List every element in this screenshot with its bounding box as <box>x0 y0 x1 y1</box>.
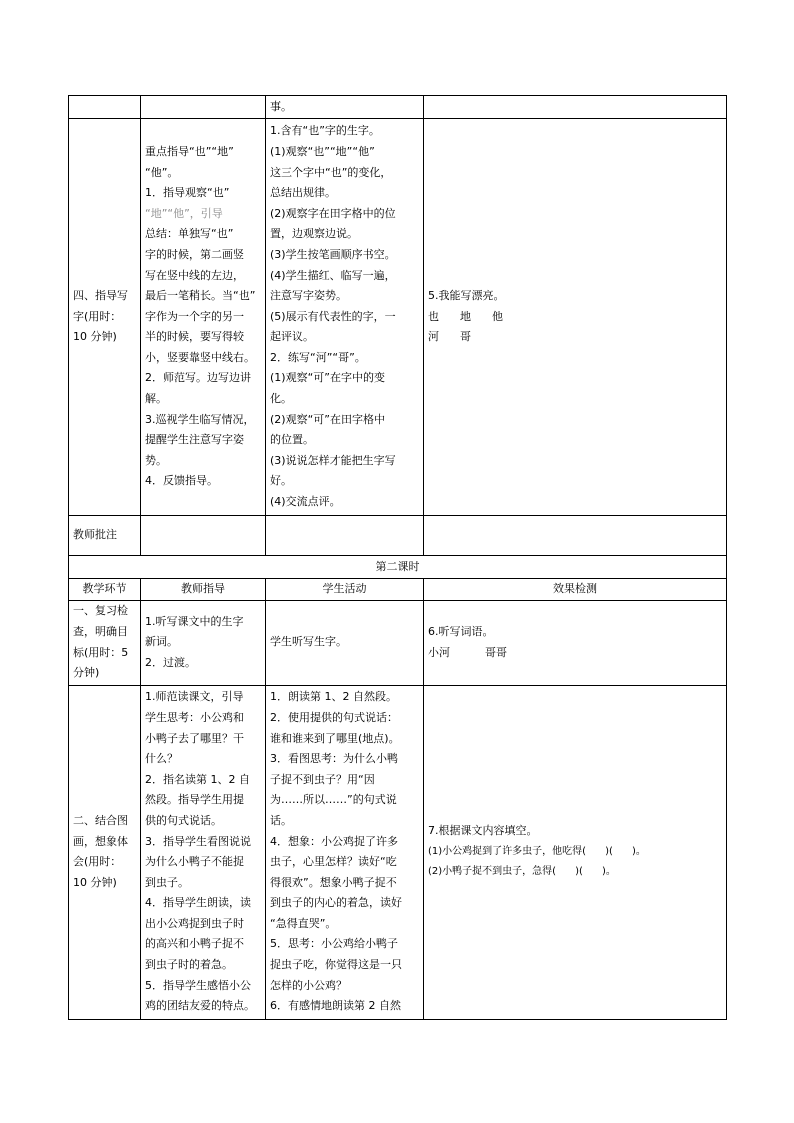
activity-line: (4)交流点评。 <box>270 495 341 509</box>
activity-line: (3)学生按笔画顺序书空。 <box>270 247 396 261</box>
cell <box>424 96 727 119</box>
stage-text: 标(用时：5 <box>73 645 129 659</box>
check-line: 小河 哥哥 <box>428 645 507 659</box>
student-activity-cell <box>266 119 424 516</box>
activity-line: 得很欢”。想象小鸭子捉不 <box>270 875 397 889</box>
stage-text: 字(用时： <box>73 309 122 323</box>
guidance-line: 3．指导学生看图说说 <box>145 834 251 848</box>
cell <box>141 96 266 119</box>
guidance-line: 5．指导学生感悟小公 <box>145 978 251 992</box>
check-line: 6.听写词语。 <box>428 625 494 638</box>
activity-line: 6．有感情地朗读第 2 自然 <box>270 999 401 1013</box>
activity-line: 3．看图思考：为什么小鸭 <box>270 752 398 766</box>
guidance-line: 1.听写课文中的生字 <box>145 614 244 628</box>
guidance-line: 写在竖中线的左边， <box>145 268 244 282</box>
stage-text: 10 分钟) <box>73 330 117 344</box>
check-line: 7.根据课文内容填空。 <box>428 824 538 838</box>
guidance-line: 1．指导观察“也” <box>145 186 230 200</box>
column-header: 学生活动 <box>266 579 424 601</box>
guidance-line: 势。 <box>145 453 167 467</box>
activity-line: 2．使用提供的句式说话： <box>270 710 398 724</box>
activity-line: 5．思考：小公鸡给小鸭子 <box>270 937 398 951</box>
stage-text: 二、结合图 <box>73 813 128 827</box>
table-row <box>69 600 727 685</box>
stage-cell <box>69 600 141 685</box>
table-row <box>69 119 727 516</box>
guidance-line: 到虫子时的着急。 <box>145 958 233 972</box>
activity-line: 1．朗读第 1、2 自然段。 <box>270 690 397 704</box>
header-row <box>69 579 727 601</box>
guidance-line: 2．过渡。 <box>145 655 196 669</box>
activity-line: “急得直哭”。 <box>270 916 337 930</box>
guidance-line: 出小公鸡捉到虫子时 <box>145 916 244 930</box>
activity-line: (1)观察“可”在字中的变 <box>270 371 385 385</box>
comment-label-cell <box>69 516 141 556</box>
guidance-line: 供的句式说话。 <box>145 813 222 827</box>
activity-line: (5)展示有代表性的字，一 <box>270 309 396 323</box>
guidance-line: 鸡的团结友爱的特点。 <box>145 999 255 1013</box>
guidance-line: 解。 <box>145 392 167 406</box>
activity-line: 为……所以……”的句式说 <box>270 793 397 807</box>
check-line: 河 哥 <box>428 330 471 344</box>
activity-line: 好。 <box>270 474 292 488</box>
activity-line: 话。 <box>270 813 292 827</box>
guidance-line: 3.巡视学生临写情况， <box>145 412 255 426</box>
table-row <box>69 556 727 579</box>
stage-cell <box>69 685 141 1019</box>
table-row <box>69 96 727 119</box>
cell <box>266 96 424 119</box>
activity-line: (3)说说怎样才能把生字写 <box>270 453 396 467</box>
guidance-line: 到虫子。 <box>145 875 189 889</box>
guidance-line: 为什么小鸭子不能捉 <box>145 855 244 869</box>
activity-line: (2)观察“可”在田字格中 <box>270 412 385 426</box>
guidance-line: “他”。 <box>145 165 179 179</box>
guidance-line: 总结：单独写“也” <box>145 227 234 241</box>
activity-line: 的位置。 <box>270 433 314 447</box>
guidance-line: 4．指导学生朗读，读 <box>145 896 251 910</box>
section-title: 第二课时 <box>375 559 420 573</box>
cell <box>266 516 424 556</box>
guidance-line: 然段。指导学生用提 <box>145 793 244 807</box>
guidance-line: 小鸭子去了哪里？干 <box>145 731 244 745</box>
column-header: 教学环节 <box>69 579 141 601</box>
stage-text: 一、复习检 <box>73 604 128 618</box>
activity-line: 怎样的小公鸡？ <box>270 978 347 992</box>
guidance-line: 字的时候，第二画竖 <box>145 247 244 261</box>
stage-text: 10 分钟) <box>73 875 117 889</box>
comment-label: 教师批注 <box>73 528 117 542</box>
cell <box>69 96 141 119</box>
cell <box>424 516 727 556</box>
activity-line: 捉虫子吃，你觉得这是一只 <box>270 958 402 972</box>
column-header: 效果检测 <box>424 579 727 601</box>
guidance-line: 新词。 <box>145 635 178 649</box>
activity-line: 化。 <box>270 392 292 406</box>
guidance-line: “地”“他”，引导 <box>145 206 223 220</box>
activity-line: 到虫子的内心的着急，读好 <box>270 896 402 910</box>
guidance-line: 重点指导“也”“地” <box>145 144 234 158</box>
guidance-line: 半的时候，要写得较 <box>145 330 244 344</box>
teacher-guidance-cell <box>141 119 266 516</box>
guidance-line: 4．反馈指导。 <box>145 474 218 488</box>
activity-line: 学生听写生字。 <box>270 635 347 649</box>
activity-line: (1)观察“也”“地”“他” <box>270 144 375 158</box>
effect-check-cell <box>424 600 727 685</box>
stage-text: 分钟) <box>73 666 100 680</box>
activity-line: (2)观察字在田字格中的位 <box>270 206 396 220</box>
guidance-line: 1.师范读课文，引导 <box>145 690 244 704</box>
carryover-text: 事。 <box>270 99 292 113</box>
activity-line: 4．想象：小公鸡捉了许多 <box>270 834 398 848</box>
activity-line: 虫子，心里怎样？读好“吃 <box>270 855 397 869</box>
table-row <box>69 685 727 1019</box>
activity-line: 谁和谁来到了哪里(地点)。 <box>270 731 400 745</box>
check-line: 5.我能写漂亮。 <box>428 289 505 303</box>
check-line: (1)小公鸡捉到了许多虫子，他吃得( )( )。 <box>428 845 646 857</box>
cell <box>141 516 266 556</box>
stage-cell <box>69 119 141 516</box>
activity-line: 总结出规律。 <box>270 186 336 200</box>
check-line: (2)小鸭子捉不到虫子，急得( )( )。 <box>428 866 616 878</box>
guidance-line: 提醒学生注意写字姿 <box>145 433 244 447</box>
stage-text: 会(用时： <box>73 855 122 869</box>
guidance-line: 2．指名读第 1、2 自 <box>145 772 250 786</box>
student-activity-cell <box>266 600 424 685</box>
guidance-line: 最后一笔稍长。当“也” <box>145 289 256 303</box>
guidance-line: 字作为一个字的另一 <box>145 309 244 323</box>
activity-line: 子捉不到虫子？用“因 <box>270 772 375 786</box>
activity-line: 1.含有“也”字的生字。 <box>270 124 380 138</box>
activity-line: 注意写字姿势。 <box>270 289 347 303</box>
activity-line: (4)学生描红、临写一遍， <box>270 268 396 282</box>
guidance-line: 小，竖要靠竖中线右。 <box>145 350 255 364</box>
check-line: 也 地 他 <box>428 309 503 323</box>
effect-check-cell <box>424 119 727 516</box>
guidance-line: 2．师范写。边写边讲 <box>145 371 251 385</box>
teacher-guidance-cell <box>141 600 266 685</box>
effect-check-cell <box>424 685 727 1019</box>
student-activity-cell <box>266 685 424 1019</box>
column-header: 教师指导 <box>141 579 266 601</box>
section-title-cell <box>69 556 727 579</box>
guidance-line: 学生思考：小公鸡和 <box>145 710 244 724</box>
guidance-line: 什么？ <box>145 752 178 766</box>
activity-line: 2．练写“河”“哥”。 <box>270 350 366 364</box>
stage-text: 四、指导写 <box>73 289 128 303</box>
activity-line: 置，边观察边说。 <box>270 227 358 241</box>
table-row <box>69 516 727 556</box>
stage-text: 查，明确目 <box>73 625 128 638</box>
lesson-plan-table <box>68 95 727 1020</box>
activity-line: 起评议。 <box>270 330 314 344</box>
activity-line: 这三个字中“也”的变化， <box>270 165 392 179</box>
guidance-line: 的高兴和小鸭子捉不 <box>145 937 244 951</box>
stage-text: 画，想象体 <box>73 834 128 848</box>
teacher-guidance-cell <box>141 685 266 1019</box>
